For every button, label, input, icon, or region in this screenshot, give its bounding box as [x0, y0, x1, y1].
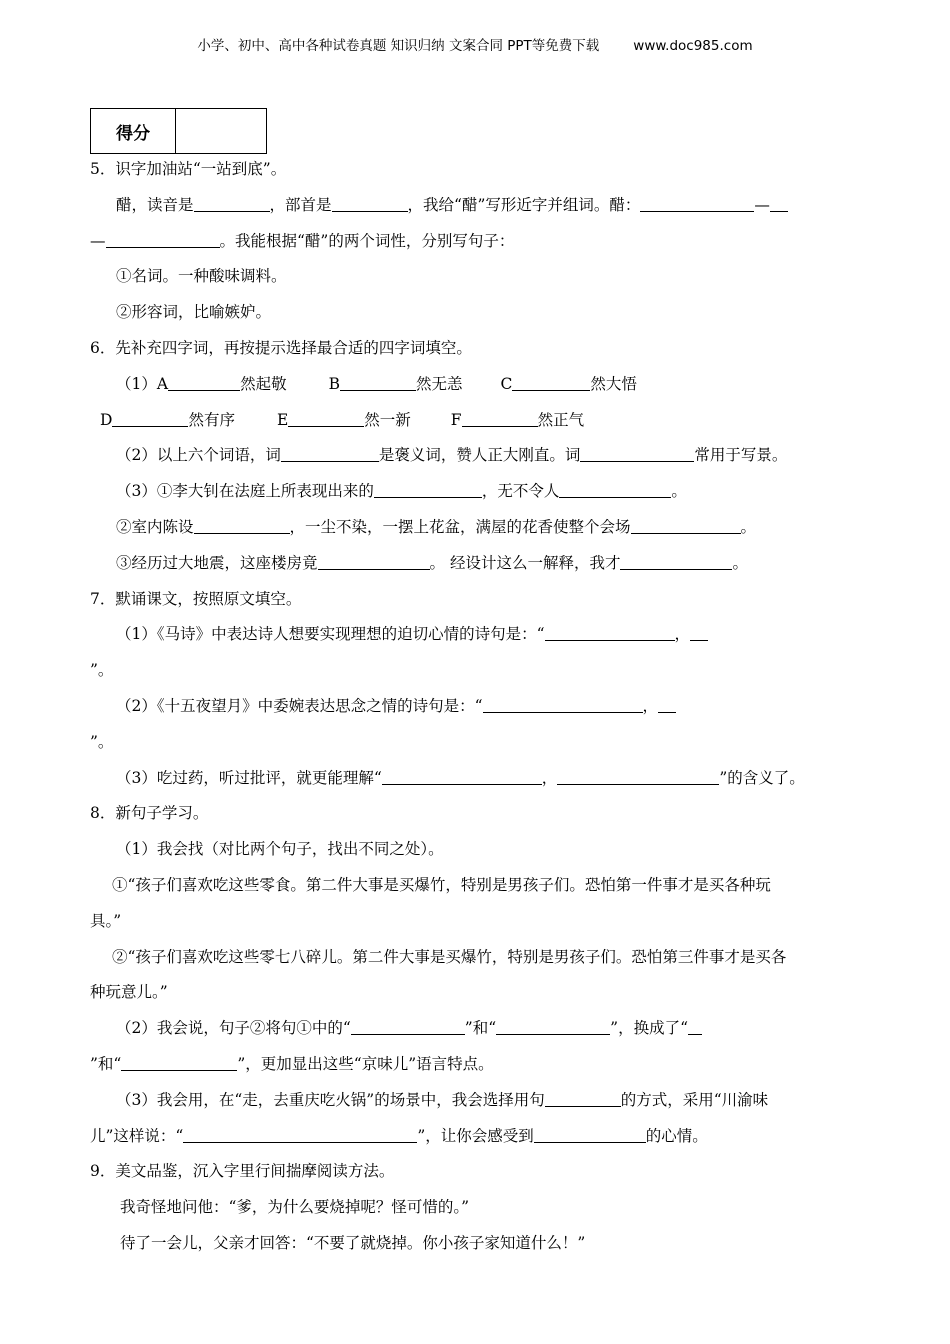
text: 儿”这样说：“ — [90, 1126, 184, 1145]
text: ”，换成了“ — [610, 1019, 689, 1038]
blank-poem1b[interactable] — [690, 625, 708, 641]
q8-part1 — [90, 832, 870, 868]
text: 。我能根据“醋”的两个词性，分别写句子： — [219, 231, 515, 250]
blank-word[interactable] — [770, 196, 788, 212]
text: ②室内陈设 — [116, 517, 194, 536]
text: 7．默诵课文，按照原文填空。 — [90, 589, 302, 608]
text: ，无不令人 — [481, 482, 560, 501]
text: B — [328, 374, 340, 393]
q8-title — [90, 796, 870, 832]
blank-b[interactable] — [340, 375, 416, 391]
header-url[interactable]: www.doc985.com — [633, 38, 753, 54]
blank-radical[interactable] — [332, 196, 408, 212]
text: — — [90, 231, 106, 250]
q8-part2-cont — [90, 1047, 870, 1083]
text: （1）A — [116, 374, 169, 393]
text: （2）我会说，句子②将句①中的“ — [116, 1019, 351, 1038]
blank-3-3b[interactable] — [620, 554, 732, 570]
text: ”。 — [90, 732, 114, 751]
blank-orig-a[interactable] — [351, 1019, 465, 1035]
q6-row-abc — [90, 367, 870, 403]
blank-a[interactable] — [168, 375, 240, 391]
text: 。 — [740, 517, 757, 536]
q5-adj — [90, 295, 870, 331]
text: ”。 — [90, 661, 114, 680]
text: ”和“ — [90, 1054, 122, 1073]
q6-part3-2 — [90, 510, 870, 546]
q9-para2 — [90, 1226, 870, 1262]
exam-content — [90, 152, 870, 1262]
text: 常用于写景。 — [694, 446, 788, 465]
header-text: 小学、初中、高中各种试卷真题 知识归纳 文案合同 PPT等免费下载 — [197, 38, 600, 54]
blank-poem2a[interactable] — [483, 697, 643, 713]
text: 。 经设计这么一解释，我才 — [429, 553, 621, 572]
text: ①名词。一种酸味调料。 — [116, 267, 287, 286]
text: 8．新句子学习。 — [90, 804, 209, 823]
q6-part2 — [90, 438, 870, 474]
text: 。 — [732, 553, 748, 572]
blank-d[interactable] — [112, 411, 188, 427]
blank-pinyin[interactable] — [194, 196, 270, 212]
text: ，部首是 — [269, 195, 332, 214]
q9-title — [90, 1154, 870, 1190]
text: 种玩意儿。” — [90, 983, 168, 1002]
text: ②形容词，比喻嫉妒。 — [116, 303, 272, 322]
q6-part3-3 — [90, 546, 870, 582]
score-label: 得分 — [91, 109, 176, 154]
q5-line2 — [90, 224, 870, 260]
blank-feeling[interactable] — [534, 1127, 646, 1143]
q7-part1-end — [90, 653, 870, 689]
score-blank[interactable] — [176, 109, 267, 154]
blank-new-b[interactable] — [121, 1055, 237, 1071]
text: 待了一会儿，父亲才回答：“不要了就烧掉。你小孩子家知道什么！” — [120, 1233, 586, 1252]
q8-part2 — [90, 1011, 870, 1047]
text: 我奇怪地问他：“爹，为什么要烧掉呢？怪可惜的。” — [120, 1198, 470, 1217]
q8-part3 — [90, 1083, 870, 1119]
text: （2）以上六个词语，词 — [116, 446, 281, 465]
text: ”的含义了。 — [719, 768, 805, 787]
blank-similar-char[interactable] — [640, 196, 754, 212]
blank-3-2a[interactable] — [194, 518, 290, 534]
blank-3-3a[interactable] — [318, 554, 430, 570]
text: 然起敬 — [240, 374, 287, 393]
blank-proverb-a[interactable] — [382, 769, 542, 785]
blank-poem2b[interactable] — [658, 697, 676, 713]
text: 5．识字加油站“一站到底”。 — [90, 160, 287, 178]
blank-scene-word[interactable] — [580, 446, 694, 462]
page-header — [0, 34, 950, 54]
blank-c[interactable] — [512, 375, 590, 391]
q9-para1 — [90, 1190, 870, 1226]
text: ，一尘不染，一摆上花盆，满屋的花香使整个会场 — [289, 517, 631, 536]
text: 醋，读音是 — [116, 195, 194, 214]
text: ③经历过大地震，这座楼房竟 — [116, 553, 318, 572]
blank-dialect-sentence[interactable] — [183, 1127, 417, 1143]
text: D — [100, 410, 113, 429]
text: 具。” — [90, 911, 122, 930]
blank-sentence-type[interactable] — [545, 1091, 621, 1107]
q6-title — [90, 331, 870, 367]
text: （2）《十五夜望月》中委婉表达思念之情的诗句是：“ — [116, 696, 483, 715]
blank-e[interactable] — [288, 411, 364, 427]
text: （3）①李大钊在法庭上所表现出来的 — [116, 482, 374, 501]
q7-part1 — [90, 617, 870, 653]
text: 6．先补充四字词，再按提示选择最合适的四字词填空。 — [90, 338, 472, 357]
q7-title — [90, 582, 870, 618]
q5-line1 — [90, 188, 870, 224]
blank-word-cont[interactable] — [106, 232, 220, 248]
q5-noun — [90, 259, 870, 295]
text: ， — [541, 768, 558, 787]
q8-sentence1 — [90, 868, 870, 904]
blank-poem1a[interactable] — [545, 625, 675, 641]
q7-part2-end — [90, 725, 870, 761]
q8-sentence2-end — [90, 975, 870, 1011]
score-box — [90, 108, 267, 154]
text: ”，让你会感受到 — [417, 1126, 534, 1145]
q8-sentence2 — [90, 940, 870, 976]
blank-praise-word[interactable] — [281, 446, 379, 462]
q5-title — [90, 152, 870, 188]
text: 然一新 — [364, 410, 411, 429]
text: 。 — [671, 482, 687, 501]
q7-part3 — [90, 761, 870, 797]
text: ②“孩子们喜欢吃这些零七八碎儿。第二件大事是买爆竹，特别是男孩子们。恐怕第三件事才是买各 — [112, 947, 787, 966]
text: 然正气 — [537, 410, 585, 429]
blank-f[interactable] — [462, 411, 538, 427]
text: （3）我会用，在“走，去重庆吃火锅”的场景中，我会选择用句 — [116, 1090, 545, 1109]
q6-row-def — [90, 403, 870, 439]
text: 的方式，采用“川渝味 — [620, 1090, 769, 1109]
text: E — [276, 410, 289, 429]
text: C — [500, 374, 513, 393]
blank-proverb-b[interactable] — [557, 769, 719, 785]
blank-orig-b[interactable] — [496, 1019, 610, 1035]
blank-3-2b[interactable] — [631, 518, 741, 534]
text: （1）我会找（对比两个句子，找出不同之处）。 — [116, 840, 444, 859]
blank-3-1b[interactable] — [559, 482, 671, 498]
text: 的心情。 — [645, 1126, 708, 1145]
text: （3）吃过药，听过批评，就更能理解“ — [116, 768, 382, 787]
q7-part2 — [90, 689, 870, 725]
q8-sentence1-end — [90, 904, 870, 940]
blank-3-1a[interactable] — [374, 482, 482, 498]
text: 然无恙 — [415, 374, 463, 393]
text: 9．美文品鉴，沉入字里行间揣摩阅读方法。 — [90, 1162, 395, 1181]
text: 然大悟 — [590, 374, 637, 393]
q8-part3-cont — [90, 1119, 870, 1155]
text: 是褒义词，赞人正大刚直。词 — [378, 446, 581, 465]
text: ， — [674, 625, 691, 644]
text: ①“孩子们喜欢吃这些零食。第二件大事是买爆竹，特别是男孩子们。恐怕第一件事才是买各种玩 — [112, 875, 771, 894]
text: ，我给“醋”写形近字并组词。醋： — [407, 195, 641, 214]
blank-new-a[interactable] — [688, 1019, 702, 1035]
text: （1）《马诗》中表达诗人想要实现理想的迫切心情的诗句是：“ — [116, 625, 545, 644]
text: 然有序 — [188, 410, 235, 429]
text: — — [754, 195, 770, 214]
text: F — [450, 410, 462, 429]
text: ”和“ — [464, 1019, 497, 1038]
q6-part3-1 — [90, 474, 870, 510]
text: ， — [642, 696, 659, 715]
text: ”，更加显出这些“京味儿”语言特点。 — [237, 1054, 494, 1073]
